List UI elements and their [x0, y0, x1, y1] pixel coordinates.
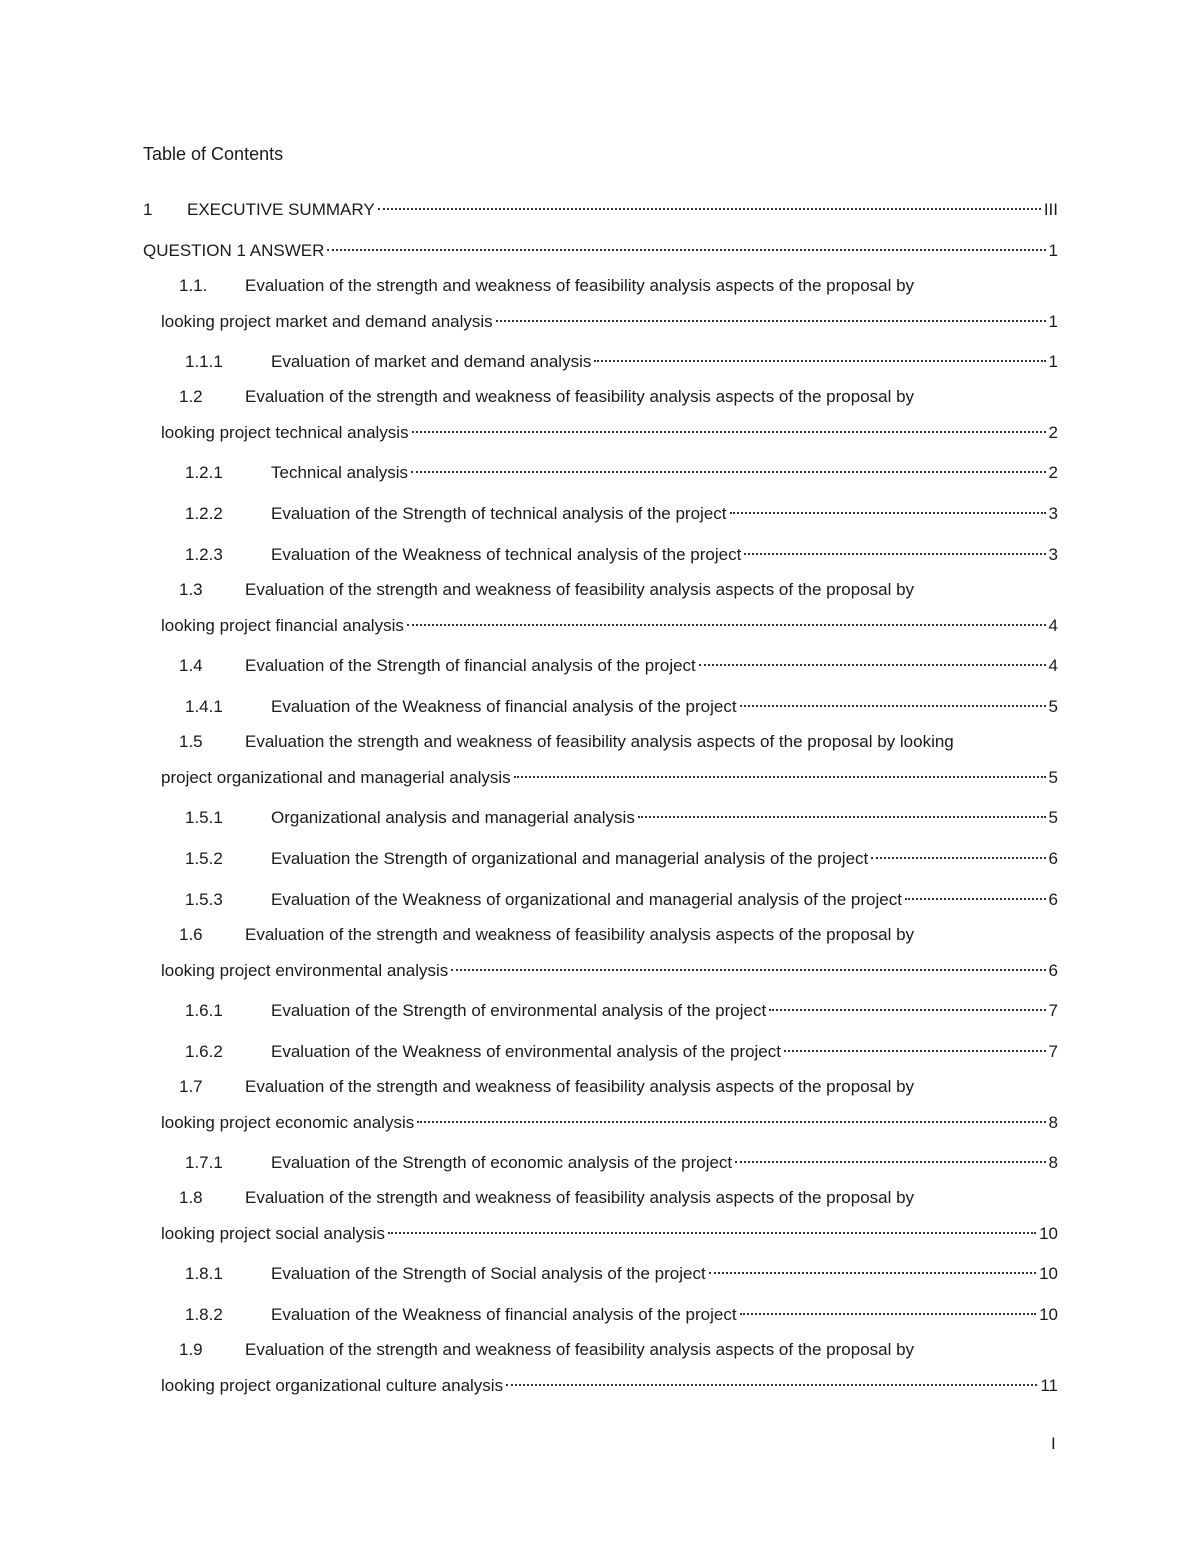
dot-leader — [871, 842, 1045, 864]
toc-entry[interactable] — [143, 234, 1058, 260]
toc-entry[interactable] — [143, 275, 1058, 331]
toc-entry[interactable] — [143, 456, 1058, 482]
toc-entry-title: Evaluation of the strength and weakness of feasibility analysis aspects of the proposal by — [245, 276, 915, 295]
dot-leader — [378, 193, 1041, 215]
toc-entry-title: Evaluation of the Weakness of organizational and managerial analysis of the project — [271, 890, 902, 909]
toc-entry-title: Evaluation of the strength and weakness of feasibility analysis aspects of the proposal by — [245, 387, 915, 406]
toc-entry-page: 3 — [1048, 545, 1058, 564]
toc-entry-title: Evaluation of the Weakness of environmental analysis of the project — [271, 1042, 781, 1061]
toc-entry-title: Evaluation of market and demand analysis — [271, 352, 592, 371]
dot-leader — [594, 345, 1045, 367]
toc-entry-page: 4 — [1048, 616, 1058, 635]
toc-entry-title: looking project social analysis — [161, 1224, 385, 1243]
dot-leader — [327, 234, 1045, 256]
dot-leader — [496, 305, 1046, 327]
toc-entry[interactable] — [143, 883, 1058, 909]
toc-entry-number: 1.8 — [179, 1188, 203, 1207]
dot-leader — [905, 883, 1046, 905]
toc-entry-title: Evaluation of the Weakness of financial analysis of the project — [271, 697, 737, 716]
toc-entry-number: 1.9 — [179, 1340, 203, 1359]
toc-entry[interactable] — [143, 345, 1058, 371]
toc-entry-title: Evaluation the strength and weakness of feasibility analysis aspects of the proposal by looking — [245, 732, 954, 751]
dot-leader — [744, 538, 1045, 560]
toc-entry-page: 5 — [1048, 697, 1058, 716]
dot-leader — [709, 1257, 1036, 1279]
toc-entry-title: Evaluation of the Strength of financial analysis of the project — [245, 656, 696, 675]
toc-entry-title: Evaluation of the Strength of environmental analysis of the project — [271, 1001, 767, 1020]
toc-entry-title: Evaluation of the Weakness of technical analysis of the project — [271, 545, 742, 564]
toc-entry[interactable] — [143, 538, 1058, 564]
toc-entry[interactable] — [143, 690, 1058, 716]
toc-entry-number: 1.5 — [179, 732, 203, 751]
toc-entry-line — [143, 345, 1058, 371]
toc-entry-title: Evaluation of the Strength of Social analysis of the project — [271, 1264, 706, 1283]
toc-entry-title: Evaluation of the Strength of technical analysis of the project — [271, 504, 727, 523]
dot-leader — [730, 497, 1046, 519]
toc-entry-line — [143, 1035, 1058, 1061]
toc-entry-number: 1.7.1 — [185, 1153, 223, 1172]
toc-entry[interactable] — [143, 1298, 1058, 1324]
dot-leader — [388, 1217, 1036, 1239]
toc-entry-continuation — [143, 1217, 1058, 1243]
toc-entry-title: Evaluation of the strength and weakness of feasibility analysis aspects of the proposal by — [245, 925, 915, 944]
dot-leader — [638, 801, 1046, 823]
dot-leader — [699, 649, 1046, 671]
toc-entry-line — [143, 1257, 1058, 1283]
toc-entry-line — [143, 842, 1058, 868]
toc-entry-continuation — [143, 761, 1058, 787]
toc-entry-continuation — [143, 305, 1058, 331]
toc-entry-page: 2 — [1048, 463, 1058, 482]
dot-leader — [412, 416, 1046, 438]
toc-entry-title: EXECUTIVE SUMMARY — [187, 200, 375, 219]
toc-entry-page: 10 — [1039, 1224, 1058, 1243]
toc-entry-line — [143, 731, 1058, 753]
toc-entry-number: 1.2.1 — [185, 463, 223, 482]
toc-entry-line — [143, 801, 1058, 827]
toc-entry-title: looking project environmental analysis — [161, 961, 449, 980]
toc-entry-line — [143, 275, 1058, 297]
toc-entry[interactable] — [143, 649, 1058, 675]
toc-entry[interactable] — [143, 1187, 1058, 1243]
toc-entry-title: looking project organizational culture analysis — [161, 1376, 504, 1395]
toc-entry-line — [143, 1339, 1058, 1361]
toc-entry-line — [143, 994, 1058, 1020]
table-of-contents — [143, 193, 1058, 1409]
toc-entry-page: 6 — [1048, 849, 1058, 868]
toc-entry-number: 1.4 — [179, 656, 203, 675]
toc-entry-number: 1.8.2 — [185, 1305, 223, 1324]
toc-entry-page: 5 — [1048, 808, 1058, 827]
dot-leader — [407, 609, 1046, 631]
toc-entry-number: 1.5.1 — [185, 808, 223, 827]
toc-entry-line — [143, 579, 1058, 601]
toc-entry-title: Evaluation of the Strength of economic analysis of the project — [271, 1153, 733, 1172]
toc-entry-title: looking project market and demand analysis — [161, 312, 493, 331]
toc-entry-line — [143, 1076, 1058, 1098]
toc-entry-page: 7 — [1048, 1042, 1058, 1061]
toc-entry-number: 1 — [143, 200, 153, 219]
dot-leader — [411, 456, 1046, 478]
toc-entry-page: 8 — [1048, 1113, 1058, 1132]
dot-leader — [417, 1106, 1045, 1128]
toc-entry-title: QUESTION 1 ANSWER — [143, 241, 325, 260]
toc-entry-number: 1.5.3 — [185, 890, 223, 909]
toc-entry-number: 1.6.1 — [185, 1001, 223, 1020]
toc-entry-page: 8 — [1048, 1153, 1058, 1172]
dot-leader — [735, 1146, 1045, 1168]
toc-entry-title: Evaluation of the strength and weakness of feasibility analysis aspects of the proposal by — [245, 1077, 915, 1096]
toc-entry-page: 1 — [1048, 241, 1058, 260]
toc-entry-line — [143, 1146, 1058, 1172]
toc-entry-continuation — [143, 1369, 1058, 1395]
toc-entry-number: 1.2.3 — [185, 545, 223, 564]
toc-entry-continuation — [143, 954, 1058, 980]
toc-entry-title: Evaluation of the Weakness of financial analysis of the project — [271, 1305, 737, 1324]
dot-leader — [451, 954, 1045, 976]
toc-entry-continuation — [143, 1106, 1058, 1132]
toc-entry-page: 7 — [1048, 1001, 1058, 1020]
toc-entry[interactable] — [143, 1035, 1058, 1061]
toc-title: Table of Contents — [143, 144, 284, 164]
dot-leader — [506, 1369, 1037, 1391]
toc-entry[interactable] — [143, 193, 1058, 219]
toc-entry[interactable] — [143, 386, 1058, 442]
toc-entry[interactable] — [143, 1339, 1058, 1395]
dot-leader — [514, 761, 1046, 783]
toc-entry[interactable] — [143, 1257, 1058, 1283]
toc-entry-line — [143, 193, 1058, 219]
toc-entry-title: looking project financial analysis — [161, 616, 404, 635]
toc-entry-page: 6 — [1048, 890, 1058, 909]
toc-entry-line — [143, 497, 1058, 523]
toc-entry-number: 1.3 — [179, 580, 203, 599]
toc-entry-title: Organizational analysis and managerial analysis — [271, 808, 635, 827]
toc-entry-line — [143, 649, 1058, 675]
toc-entry[interactable] — [143, 994, 1058, 1020]
toc-entry-title: Evaluation of the strength and weakness of feasibility analysis aspects of the proposal by — [245, 580, 915, 599]
toc-entry[interactable] — [143, 497, 1058, 523]
toc-entry-number: 1.1.1 — [185, 352, 223, 371]
toc-entry-number: 1.7 — [179, 1077, 203, 1096]
toc-entry-page: 1 — [1048, 352, 1058, 371]
toc-entry-number: 1.2.2 — [185, 504, 223, 523]
toc-entry-number: 1.6.2 — [185, 1042, 223, 1061]
toc-entry-title: looking project economic analysis — [161, 1113, 415, 1132]
toc-entry-continuation — [143, 416, 1058, 442]
dot-leader — [784, 1035, 1046, 1057]
toc-entry[interactable] — [143, 1146, 1058, 1172]
toc-entry[interactable] — [143, 924, 1058, 980]
toc-entry-title: Technical analysis — [271, 463, 409, 482]
toc-entry-line — [143, 538, 1058, 564]
toc-entry-page: 10 — [1039, 1305, 1058, 1324]
dot-leader — [740, 1298, 1037, 1320]
toc-entry-number: 1.2 — [179, 387, 203, 406]
toc-entry[interactable] — [143, 579, 1058, 635]
toc-entry-page: III — [1043, 200, 1058, 219]
toc-entry-title: project organizational and managerial analysis — [161, 768, 511, 787]
toc-entry-line — [143, 386, 1058, 408]
toc-entry-line — [143, 456, 1058, 482]
toc-entry-page: 3 — [1048, 504, 1058, 523]
toc-entry-line — [143, 924, 1058, 946]
toc-entry-number: 1.5.2 — [185, 849, 223, 868]
toc-entry-page: 11 — [1040, 1376, 1058, 1395]
toc-entry-continuation — [143, 609, 1058, 635]
toc-entry-page: 10 — [1039, 1264, 1058, 1283]
toc-entry-page: 2 — [1048, 423, 1058, 442]
toc-entry[interactable] — [143, 1076, 1058, 1132]
toc-entry[interactable] — [143, 842, 1058, 868]
toc-entry-line — [143, 883, 1058, 909]
toc-entry-title: looking project technical analysis — [161, 423, 409, 442]
dot-leader — [740, 690, 1046, 712]
toc-entry-number: 1.8.1 — [185, 1264, 223, 1283]
toc-entry-page: 4 — [1048, 656, 1058, 675]
footer-page-number: I — [1051, 1434, 1056, 1453]
toc-entry-page: 6 — [1048, 961, 1058, 980]
toc-entry-line — [143, 234, 1058, 260]
toc-entry-title: Evaluation the Strength of organizational and managerial analysis of the project — [271, 849, 869, 868]
toc-entry-title: Evaluation of the strength and weakness of feasibility analysis aspects of the proposal by — [245, 1188, 915, 1207]
toc-entry-number: 1.4.1 — [185, 697, 223, 716]
toc-entry-page: 1 — [1048, 312, 1058, 331]
toc-entry-page: 5 — [1048, 768, 1058, 787]
toc-entry[interactable] — [143, 731, 1058, 787]
toc-entry-title: Evaluation of the strength and weakness of feasibility analysis aspects of the proposal by — [245, 1340, 915, 1359]
toc-entry-line — [143, 690, 1058, 716]
toc-entry-line — [143, 1298, 1058, 1324]
toc-entry-number: 1.6 — [179, 925, 203, 944]
toc-entry-line — [143, 1187, 1058, 1209]
toc-entry[interactable] — [143, 801, 1058, 827]
dot-leader — [769, 994, 1045, 1016]
toc-entry-number: 1.1. — [179, 276, 208, 295]
